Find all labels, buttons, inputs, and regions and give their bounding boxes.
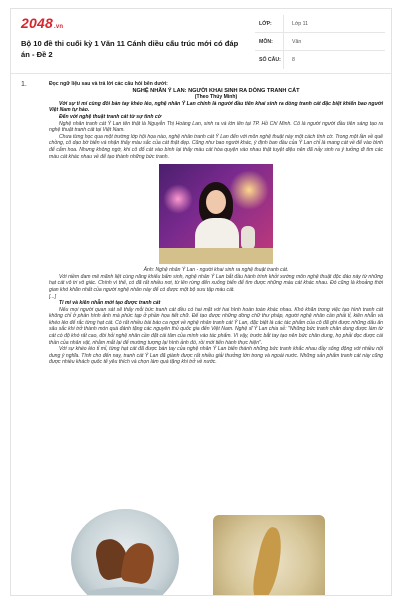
- meta-key: SỐ CÂU:: [259, 57, 281, 63]
- artisan-photo: [159, 164, 273, 264]
- meta-value: Văn: [283, 33, 385, 51]
- meta-row-class: [255, 15, 385, 33]
- section-heading: Tỉ mỉ và kiên nhẫn mới tạo được tranh cát: [59, 300, 161, 307]
- page-title: Bộ 10 đề thi cuối kỳ 1 Văn 11 Cánh diều cấu trúc mới có đáp án - Đề 2: [21, 39, 239, 59]
- header-divider: [11, 73, 391, 74]
- meta-row-subject: [255, 33, 385, 51]
- photo-table: [159, 248, 273, 264]
- meta-key: MÔN:: [259, 38, 273, 45]
- meta-value: 8: [283, 51, 385, 69]
- article-paragraph: Nghệ nhân tranh cát Ý Lan tên thật là Nguyễn Thị Hoàng Lan, sinh ra và lớn lên tại TP. Hồ Chí Minh. Cô là người người đầu tiên sáng tạo ra nghệ thuật tranh cát tại Việt Nam.: [49, 120, 383, 134]
- photo-caption: Ảnh: Nghệ nhân Ý Lan - người khai sinh ra nghệ thuật tranh cát.: [143, 267, 289, 274]
- photo-figure-face: [206, 190, 226, 214]
- photo-light: [163, 184, 193, 214]
- sand-art-images: [71, 509, 331, 596]
- vietnam-map-sand-painting: [213, 515, 325, 596]
- article-author: (Theo Thúy Minh): [194, 94, 238, 101]
- ellipsis: [...]: [49, 293, 57, 300]
- article-title: NGHỆ NHÂN Ý LAN: NGƯỜI KHAI SINH RA DÒNG TRANH CÁT: [132, 87, 300, 94]
- logo-suffix: .vn: [53, 24, 64, 30]
- logo-text: 2048: [21, 15, 53, 31]
- article-paragraph: Chưa từng học qua một trường lớp hội họa nào, nghệ nhân tranh cát Ý Lan đến với môn nghệ thuật này một cách tình cờ. Trong một lần về quê chồng, cô dạo bờ biển và nhận thấy màu sắc của cát thật đẹp. Cũng như bao người khác, ý định ban đầu của Ý Lan chỉ là mang cát về để vào bình để cắm hoa. Nhưng không ngờ, khi cô đổ cát vào bình lại thấy màu cát hòa quyện vào nhau thật tuyệt diệu nên đã nảy sinh ra ý tưởng đi tìm các màu cát khác nhau về để tạo thành những bức tranh.: [49, 133, 383, 160]
- question-body: [49, 81, 383, 366]
- meta-value: Lớp 11: [283, 15, 385, 33]
- photo-light: [229, 170, 269, 210]
- article-paragraph: Với sự khéo léo tỉ mỉ, từng hạt cát đã được bàn tay của nghệ nhân Ý Lan biến thành những bức tranh khắc nhau đầy sống động với nhiều nội dung ý nghĩa. Tính cho đến nay, tranh cát Ý Lan đã giành được rất nhiều giải thưởng lớn trong và ngoài nước. Những sản phẩm tranh cát này cũng được nhiều khách quốc tế yêu thích và chọn làm quà tặng khi trở về nước.: [49, 346, 383, 366]
- site-logo[interactable]: [21, 15, 63, 31]
- section-heading: Đến với nghệ thuật tranh cát từ sự tình cờ: [59, 113, 162, 120]
- horse-sand-painting: [71, 509, 179, 596]
- article-paragraph: Với niềm đam mê mãnh liệt cùng năng khiếu bẩm sinh, nghệ nhân Ý Lan bắt đầu hành trình khởi xướng môn nghệ thuật độc đáo này từ những hạt cát vô tri vô giác. Chính vì thế, có đã rất nhiều nơi, từ lên rừng đến xuống biển để tìm được những màu cát khác nhau. Đó cũng là khoảng thời gian khó khăn nhất của người nghệ nhân này để có được một bộ sưu tập màu cát.: [49, 273, 383, 293]
- article-paragraph: Nếu mọi người quan sát sẽ thấy mỗi bức tranh cát đều có hai mặt với hai hình hoàn toàn khác nhau. Khó khăn trong việc tạo hình tranh cát không chỉ ở phần hình ảnh mà phức tạp ở phần họa tiết chữ. Để tạo được những dòng chữ thư pháp, người nghệ nhân cần phải tỉ, kiên nhẫn và khéo léo để rắc từng hạt cát. Có rất nhiều bài báo ca ngợi về nghệ nhân tranh cát Ý Lan, đặc biệt là các tác phẩm của cô đã ghi được những dấu ấn sâu sắc khi trở thành món quà đánh tặng các nguyên thủ quốc gia đến Việt Nam. Nghệ sĩ Ý Lan chia sẻ: "Những bức tranh chân dung được làm từ cát có độ khó rất cao, đòi hỏi nghệ nhân cần đặt cái tâm của mình vào tác phẩm. Vì vậy, trước bắt tay tạo nên bức chân dung, họ phải đọc được cái thần của nhân vật, nhằm mắt lại để mường tượng lại hình ảnh đó, rồi mới tiến hành thực hiện".: [49, 306, 383, 346]
- article-lead: Với sự tỉ mỉ cùng đôi bàn tay khéo léo, nghệ nhân Ý Lan chính là người đầu tiên khai sinh ra dòng tranh cát đặc biệt khiến bao người Việt Nam tự hào.: [49, 100, 383, 114]
- question-number: 1.: [21, 81, 27, 88]
- photo-jar: [241, 226, 255, 250]
- question-instruction: Đọc ngữ liệu sau và trả lời các câu hỏi bên dưới:: [49, 81, 168, 87]
- plate-base: [79, 587, 171, 596]
- meta-key: LỚP:: [259, 20, 272, 27]
- meta-table: [255, 15, 385, 69]
- meta-row-count: [255, 51, 385, 69]
- map-shape: [250, 526, 287, 596]
- horse-shape: [120, 541, 156, 586]
- document-page: [10, 8, 392, 596]
- document-header: [11, 9, 391, 75]
